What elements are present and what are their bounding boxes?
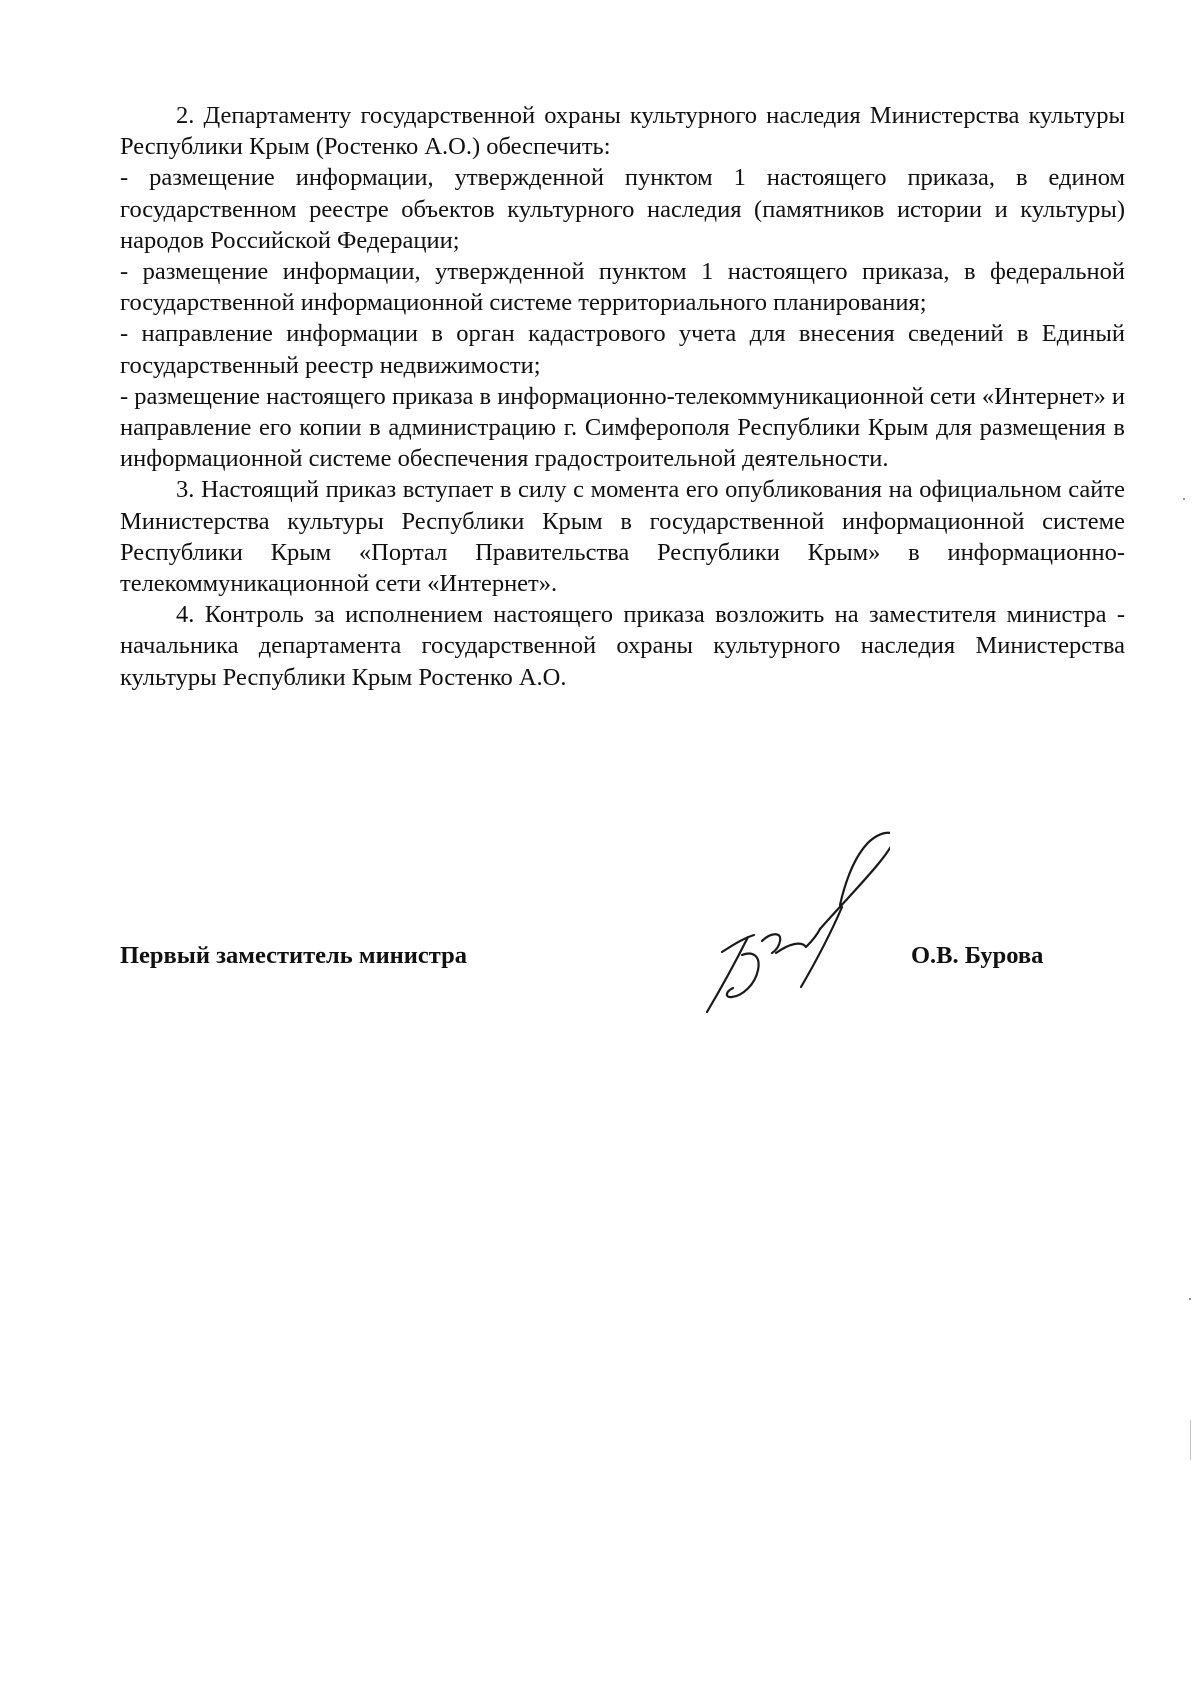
signatory-title: Первый заместитель министра — [120, 942, 467, 969]
document-body — [120, 100, 1125, 693]
paragraph-item-2-bullet-1: - размещение информации, утвержденной пунктом 1 настоящего приказа, в едином государственном реестре объектов культурного наследия (памятников истории и культуры) народов Российской Федерации; — [120, 164, 1125, 254]
paragraph-item-2-bullet-4: - размещение настоящего приказа в информационно-телекоммуникационной сети «Интернет» и направление его копии в администрацию г. Симферополя Республики Крым для размещения в информационной системе обеспечения градостроительной деятельности. — [120, 382, 1125, 473]
handwritten-signature — [630, 815, 890, 1015]
paragraph-item-3: 3. Настоящий приказ вступает в силу с момента его опубликования на официальном сайте Министерства культуры Республики Крым в государственной информационной системе Республики Крым «Портал Правительства Республики Крым» в информационно-телекоммуникационной сети «Интернет». — [120, 476, 1125, 598]
signature-block — [120, 815, 1125, 1015]
paragraph-item-2-bullet-3: - направление информации в орган кадастрового учета для внесения сведений в Единый государственный реестр недвижимости; — [120, 320, 1125, 379]
scan-mark — [1190, 1420, 1191, 1460]
paragraph-item-2-bullet-2: - размещение информации, утвержденной пунктом 1 настоящего приказа, в федеральной государственной информационной системе территориального планирования; — [120, 258, 1125, 317]
paragraph-item-2: 2. Департаменту государственной охраны культурного наследия Министерства культуры Республики Крым (Ростенко А.О.) обеспечить: — [120, 102, 1125, 161]
scan-mark — [1183, 498, 1185, 500]
paragraph-item-4: 4. Контроль за исполнением настоящего приказа возложить на заместителя министра - начальника департамента государственной охраны культурного наследия Министерства культуры Республики Крым Ростенко А.О. — [120, 601, 1125, 691]
signatory-name: О.В. Бурова — [911, 942, 1044, 969]
scan-mark — [1189, 1298, 1191, 1300]
